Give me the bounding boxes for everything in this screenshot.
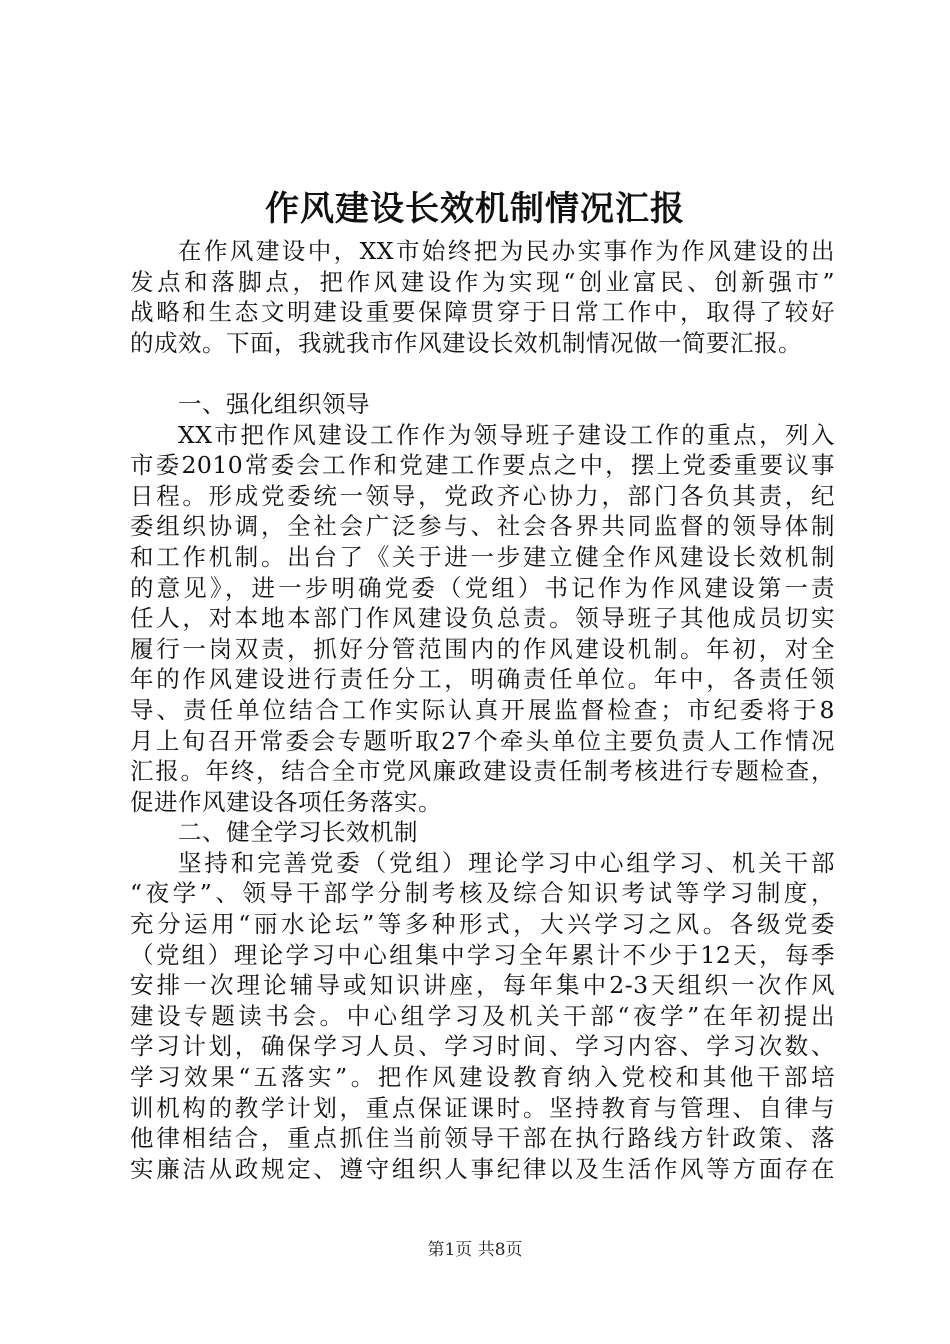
paragraph-line: 安排一次理论辅导或知识讲座，每年集中2-3天组织一次作风 bbox=[130, 971, 835, 1000]
paragraph-line: 导、责任单位结合工作实际认真开展监督检查；市纪委将于8 bbox=[130, 695, 835, 724]
paragraph-line: 充分运用“丽水论坛”等多种形式，大兴学习之风。各级党委 bbox=[130, 910, 835, 939]
paragraph-line: 学习计划，确保学习人员、学习时间、学习内容、学习次数、 bbox=[130, 1032, 835, 1061]
document-body bbox=[130, 236, 835, 1184]
page-number-footer: 第1页 共8页 bbox=[427, 1240, 523, 1260]
paragraph-line: 学习效果“五落实”。把作风建设教育纳入党校和其他干部培 bbox=[130, 1063, 835, 1092]
paragraph-line: 履行一岗双责，抓好分管范围内的作风建设机制。年初，对全 bbox=[130, 634, 835, 663]
paragraph-line: 发点和落脚点，把作风建设作为实现“创业富民、创新强市” bbox=[130, 267, 835, 296]
paragraph-line: 在作风建设中，XX市始终把为民办实事作为作风建设的出 bbox=[178, 237, 835, 265]
paragraph-line: XX市把作风建设工作作为领导班子建设工作的重点，列入 bbox=[178, 420, 835, 449]
paragraph-line: 和工作机制。出台了《关于进一步建立健全作风建设长效机制 bbox=[130, 542, 835, 571]
document-title: 作风建设长效机制情况汇报 bbox=[265, 189, 685, 229]
paragraph-line: 他律相结合，重点抓住当前领导干部在执行路线方针政策、落 bbox=[130, 1124, 835, 1153]
section-heading: 一、强化组织领导 bbox=[178, 389, 370, 418]
paragraph-line: 建设专题读书会。中心组学习及机关干部“夜学”在年初提出 bbox=[130, 1001, 835, 1030]
paragraph-line: （党组）理论学习中心组集中学习全年累计不少于12天，每季 bbox=[130, 940, 835, 969]
paragraph-line: 战略和生态文明建设重要保障贯穿于日常工作中，取得了较好 bbox=[130, 298, 835, 327]
paragraph-line: 任人，对本地本部门作风建设负总责。领导班子其他成员切实 bbox=[130, 604, 835, 633]
paragraph-line: 促进作风建设各项任务落实。 bbox=[130, 787, 442, 816]
paragraph-line: 的意见》，进一步明确党委（党组）书记作为作风建设第一责 bbox=[130, 573, 835, 602]
paragraph-line: 坚持和完善党委（党组）理论学习中心组学习、机关干部 bbox=[178, 848, 835, 877]
paragraph-line: 市委2010常委会工作和党建工作要点之中，摆上党委重要议事 bbox=[130, 451, 835, 480]
paragraph-line: 委组织协调，全社会广泛参与、社会各界共同监督的领导体制 bbox=[130, 512, 835, 541]
paragraph-line: 的成效。下面，我就我市作风建设长效机制情况做一简要汇报。 bbox=[130, 328, 802, 357]
section-heading: 二、健全学习长效机制 bbox=[178, 818, 418, 847]
paragraph-line: 月上旬召开常委会专题听取27个牵头单位主要负责人工作情况 bbox=[130, 726, 835, 755]
paragraph-line: 训机构的教学计划，重点保证课时。坚持教育与管理、自律与 bbox=[130, 1093, 835, 1122]
paragraph-line: 年的作风建设进行责任分工，明确责任单位。年中，各责任领 bbox=[130, 665, 835, 694]
paragraph-line: 日程。形成党委统一领导，党政齐心协力，部门各负其责，纪 bbox=[130, 481, 835, 510]
paragraph-line: “夜学”、领导干部学分制考核及综合知识考试等学习制度， bbox=[130, 879, 835, 908]
paragraph-line: 汇报。年终，结合全市党风廉政建设责任制考核进行专题检查， bbox=[130, 757, 835, 786]
paragraph-line: 实廉洁从政规定、遵守组织人事纪律以及生活作风等方面存在 bbox=[130, 1154, 835, 1183]
paragraph-gap bbox=[130, 358, 835, 389]
